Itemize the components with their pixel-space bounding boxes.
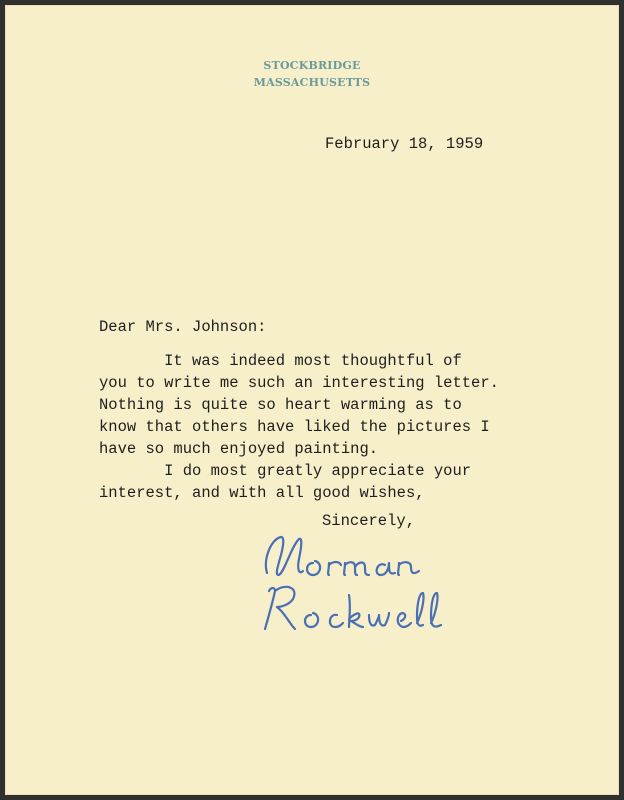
letter-page xyxy=(5,5,619,795)
letterhead xyxy=(5,57,619,91)
body-line: you to write me such an interesting letter. xyxy=(99,374,499,392)
body-line: Nothing is quite so heart warming as to xyxy=(99,396,462,414)
body-line: It was indeed most thoughtful of xyxy=(99,352,462,370)
body-line: have so much enjoyed painting. xyxy=(99,440,379,458)
salutation: Dear Mrs. Johnson: xyxy=(99,318,267,336)
body-line: I do most greatly appreciate your xyxy=(99,462,472,480)
letter-date: February 18, 1959 xyxy=(325,135,484,153)
handwritten-signature xyxy=(245,525,505,635)
body-line: interest, and with all good wishes, xyxy=(99,484,425,502)
closing: Sincerely, xyxy=(322,512,416,530)
letterhead-state: MASSACHUSETTS xyxy=(253,76,371,89)
letterhead-town: STOCKBRIDGE xyxy=(263,59,361,72)
body-line: know that others have liked the pictures I xyxy=(99,418,490,436)
